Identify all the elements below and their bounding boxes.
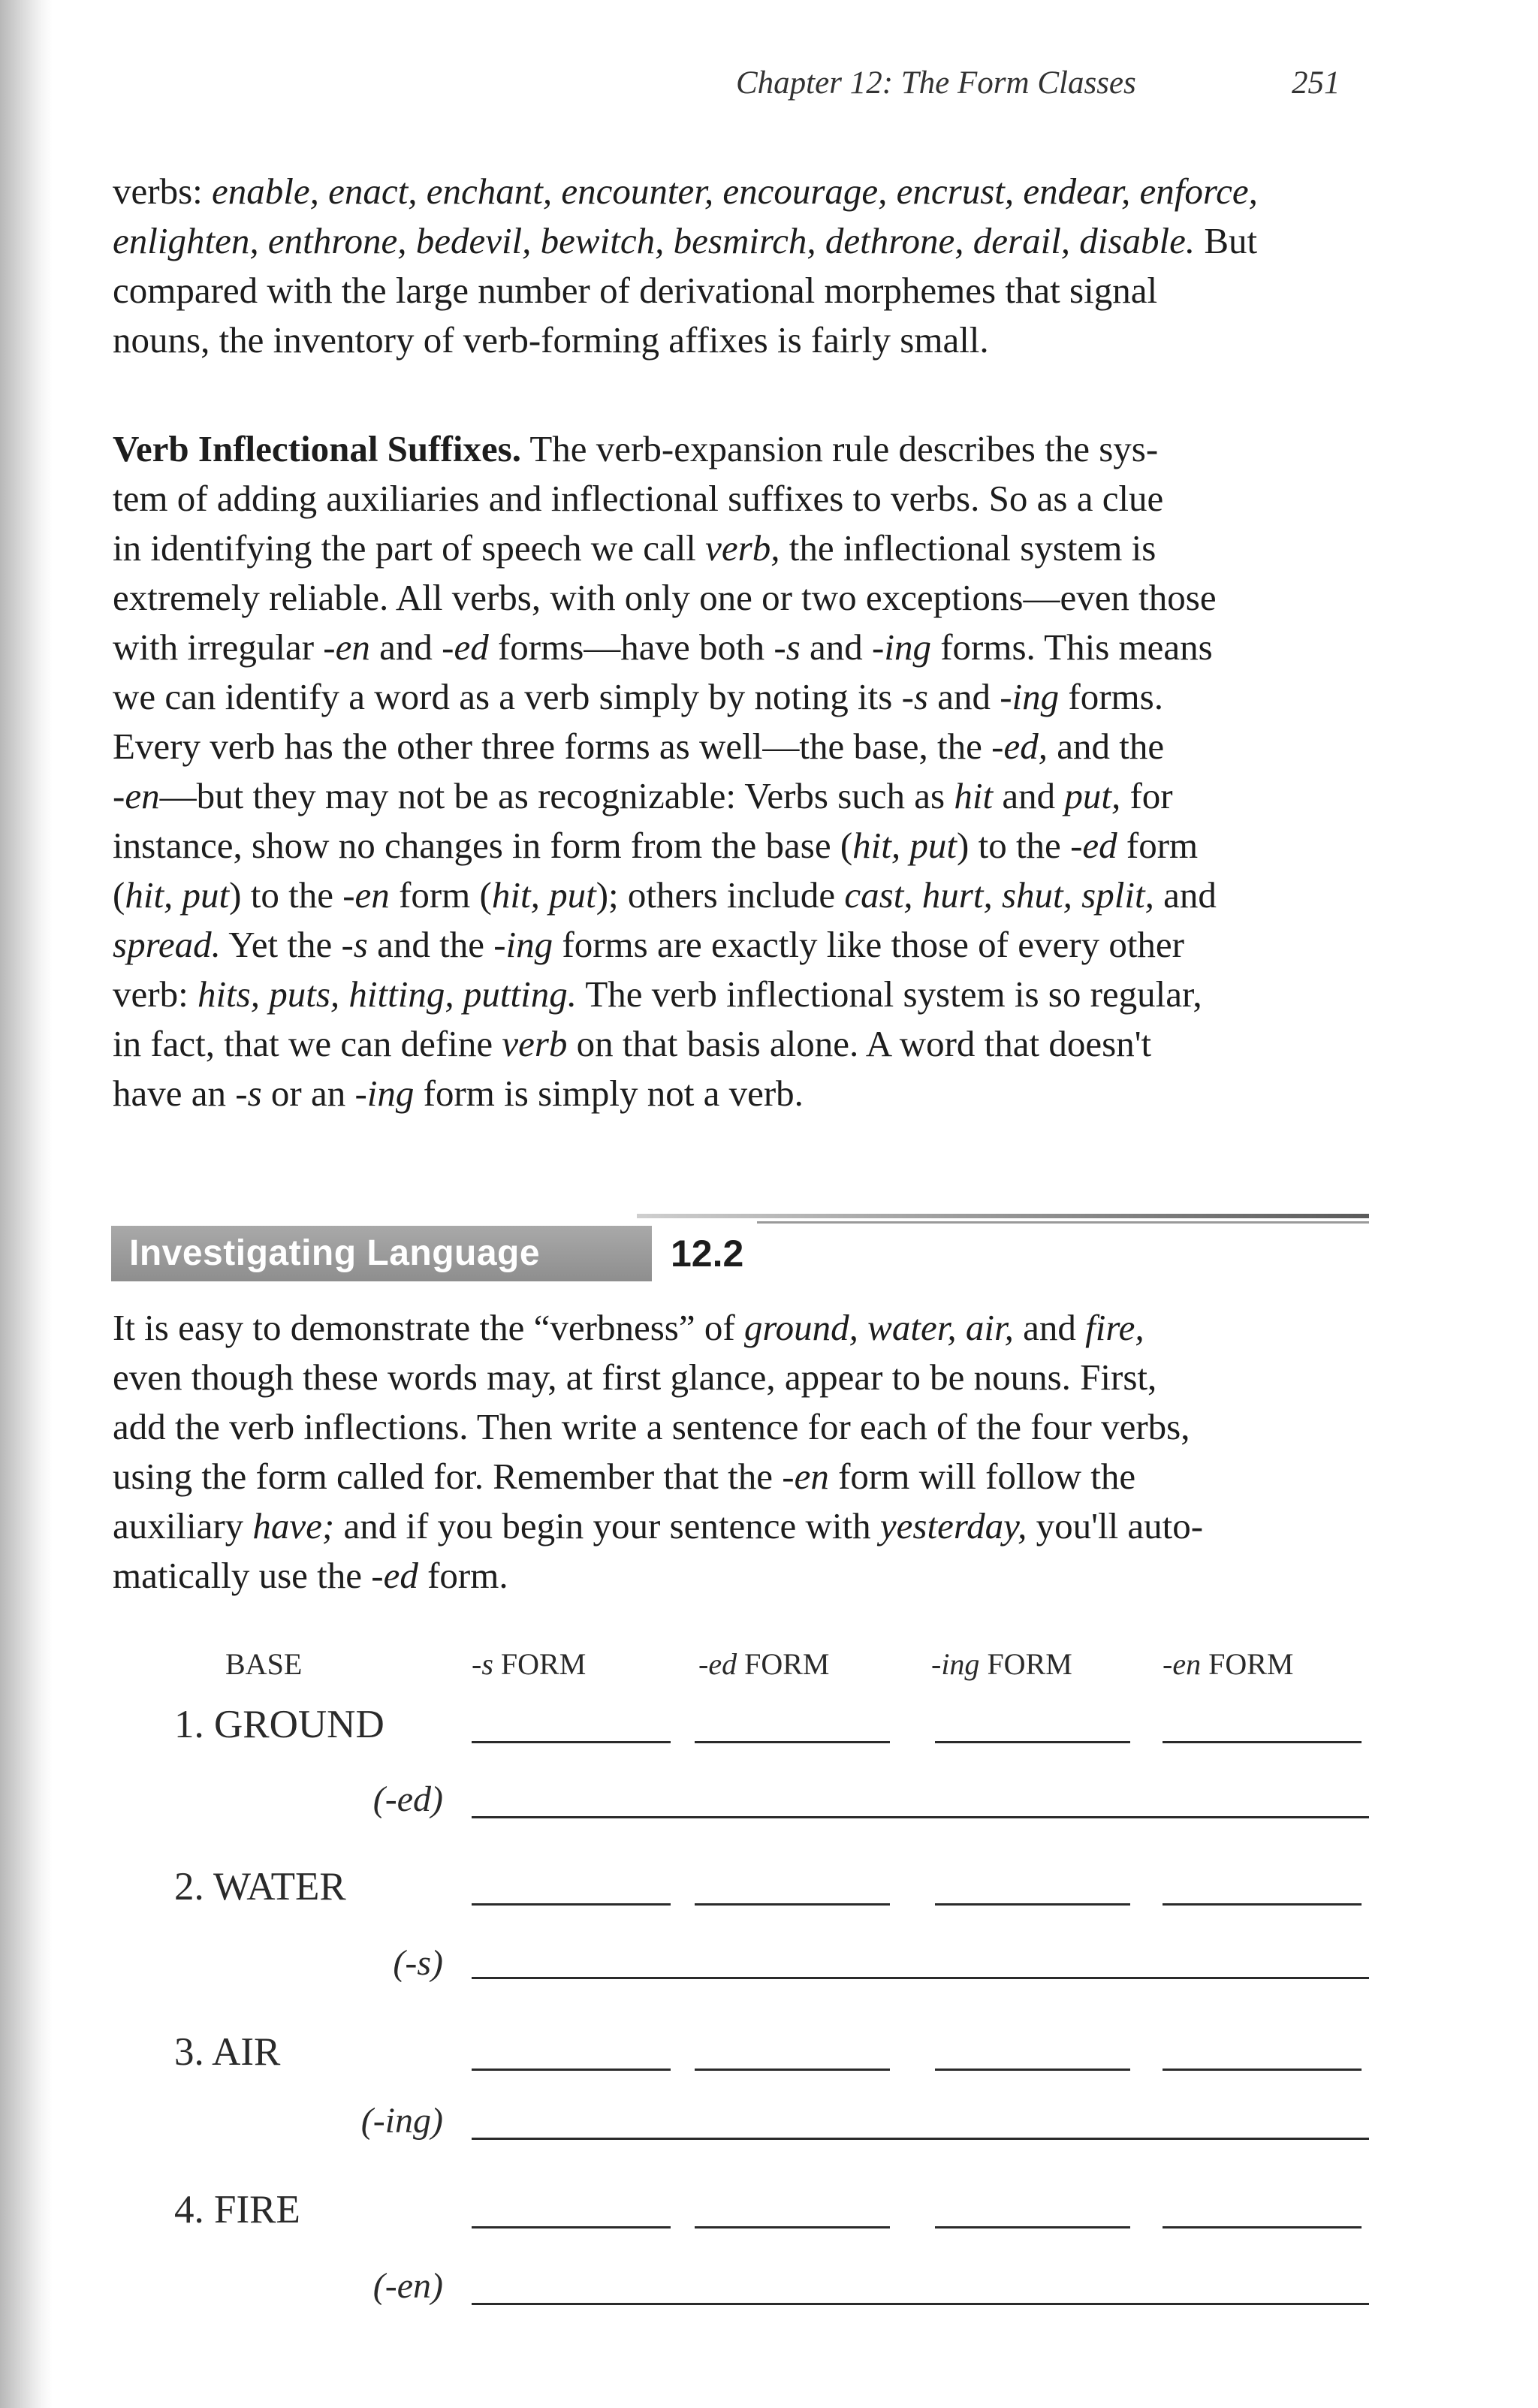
blank-en-form[interactable] [1163,1903,1362,1906]
paragraph-verb-prefixes [113,167,1367,365]
sentence-form-label: (-en) [372,2266,443,2306]
exercise-item-label: 2. WATER [174,1865,346,1909]
text-line: Verb Inflectional Suffixes. The verb-expansion rule describes the sys- [113,428,1159,469]
sentence-blank[interactable] [472,1977,1369,1979]
text-line: matically use the -ed form. [113,1555,508,1596]
sentence-form-label: (-s) [393,1943,443,1983]
page-gutter-shadow [0,0,53,2408]
sentence-form-label: (-ed) [372,1779,443,1819]
text-line: -en—but they may not be as recognizable: Verbs such as hit and put, for [113,775,1173,816]
blank-en-form[interactable] [1163,2226,1362,2228]
banner-rule [637,1214,1369,1218]
section-heading: Verb Inflectional Suffixes. [113,428,522,469]
text-line: verb: hits, puts, hitting, putting. The verb inflectional system is so regular, [113,973,1202,1015]
text-line: tem of adding auxiliaries and inflectional suffixes to verbs. So as a clue [113,478,1164,519]
sentence-blank[interactable] [472,1816,1369,1818]
column-header-base: BASE [225,1647,303,1681]
text-line: add the verb inflections. Then write a sentence for each of the four verbs, [113,1406,1190,1447]
text-line: (hit, put) to the -en form (hit, put); others include cast, hurt, shut, split, and [113,874,1217,916]
paragraph-verb-inflectional-suffixes [113,424,1367,1118]
text-line: in fact, that we can define verb on that basis alone. A word that doesn't [113,1023,1152,1064]
blank-s-form[interactable] [472,1741,671,1743]
blank-ed-form[interactable] [695,2226,890,2228]
text-line: It is easy to demonstrate the “verbness” of ground, water, air, and fire, [113,1307,1144,1348]
blank-ing-form[interactable] [935,2069,1130,2071]
text-line: we can identify a word as a verb simply by noting its -s and -ing forms. [113,676,1163,717]
text-line: compared with the large number of derivational morphemes that signal [113,270,1158,311]
investigating-language-banner [111,1202,1369,1292]
exercise-item-label: 1. GROUND [174,1703,384,1746]
blank-ing-form[interactable] [935,1903,1130,1906]
column-header-ed-form: -ed FORM [698,1647,830,1681]
column-header-en-form: -en FORM [1163,1647,1294,1681]
text-line: spread. Yet the -s and the -ing forms are exactly like those of every other [113,924,1184,965]
text-line: enlighten, enthrone, bedevil, bewitch, besmirch, dethrone, derail, disable. But [113,220,1258,261]
page-number: 251 [1292,65,1340,101]
text-line: auxiliary have; and if you begin your sentence with yesterday, you'll auto- [113,1505,1204,1546]
exercise-item-label: 4. FIRE [174,2188,300,2231]
blank-ed-form[interactable] [695,1741,890,1743]
running-head: Chapter 12: The Form Classes [736,65,1136,101]
blank-s-form[interactable] [472,2069,671,2071]
blank-en-form[interactable] [1163,1741,1362,1743]
sentence-form-label: (-ing) [360,2101,443,2141]
blank-ing-form[interactable] [935,1741,1130,1743]
blank-en-form[interactable] [1163,2069,1362,2071]
text-line: extremely reliable. All verbs, with only one or two exceptions—even those [113,577,1217,618]
exercise-item-label: 3. AIR [174,2030,281,2074]
text-line: even though these words may, at first glance, appear to be nouns. First, [113,1356,1157,1398]
sentence-blank[interactable] [472,2138,1369,2140]
banner-number: 12.2 [671,1233,744,1275]
banner-label: Investigating Language [111,1226,652,1281]
text-line: in identifying the part of speech we call verb, the inflectional system is [113,527,1157,569]
text-line: Every verb has the other three forms as well—the base, the -ed, and the [113,726,1165,767]
banner-rule [757,1221,1369,1224]
blank-ed-form[interactable] [695,1903,890,1906]
text-line: nouns, the inventory of verb-forming affixes is fairly small. [113,319,989,361]
text-line: using the form called for. Remember that the -en form will follow the [113,1456,1136,1497]
blank-ed-form[interactable] [695,2069,890,2071]
blank-s-form[interactable] [472,2226,671,2228]
column-header-ing-form: -ing FORM [931,1647,1072,1681]
text-line: instance, show no changes in form from the base (hit, put) to the -ed form [113,825,1199,866]
text-line: with irregular -en and -ed forms—have both -s and -ing forms. This means [113,626,1213,668]
sentence-blank[interactable] [472,2303,1369,2305]
blank-s-form[interactable] [472,1903,671,1906]
column-header-s-form: -s FORM [472,1647,587,1681]
text-line: verbs: enable, enact, enchant, encounter, encourage, encrust, endear, enforce, [113,170,1258,212]
blank-ing-form[interactable] [935,2226,1130,2228]
text-line: have an -s or an -ing form is simply not a verb. [113,1073,804,1114]
paragraph-exercise-instructions [113,1303,1367,1601]
